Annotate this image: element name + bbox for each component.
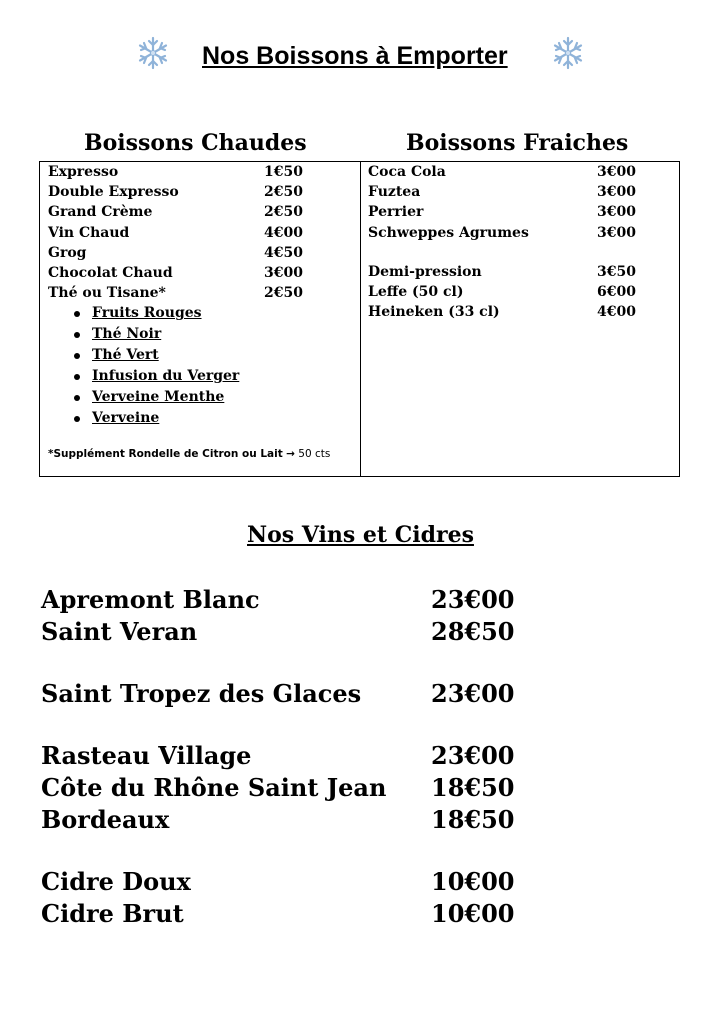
wine-price: 18€50 xyxy=(431,773,515,802)
snowflake-icon xyxy=(136,36,170,70)
drinks-table xyxy=(39,161,680,477)
tea-name: Thé Noir xyxy=(92,326,162,343)
wine-price: 18€50 xyxy=(431,805,515,834)
tea-item xyxy=(48,387,348,408)
item-price: 1€50 xyxy=(264,164,303,180)
menu-item xyxy=(48,223,348,243)
wine-item xyxy=(41,678,661,710)
note-label: *Supplément Rondelle de Citron ou Lait xyxy=(48,448,283,460)
item-price: 4€00 xyxy=(597,304,636,321)
menu-item xyxy=(368,162,668,182)
item-price: 3€00 xyxy=(597,204,636,221)
item-name: Fuztea xyxy=(368,184,421,201)
wine-price: 23€00 xyxy=(431,679,515,708)
hot-drinks-heading: Boissons Chaudes xyxy=(84,130,307,156)
item-name: Grand Crème xyxy=(48,204,153,221)
wine-name: Cidre Brut xyxy=(41,899,184,928)
item-name: Expresso xyxy=(48,164,119,180)
item-price: 3€00 xyxy=(597,224,636,241)
tea-name: Verveine Menthe xyxy=(92,389,225,406)
cold-drinks-heading: Boissons Fraiches xyxy=(406,130,629,156)
tea-name: Thé Vert xyxy=(92,347,159,364)
menu-item xyxy=(368,302,668,322)
tea-item xyxy=(48,324,348,345)
page-title: Nos Boissons à Emporter xyxy=(202,42,508,70)
wine-name: Côte du Rhône Saint Jean xyxy=(41,773,387,802)
item-name: Thé ou Tisane* xyxy=(48,285,166,302)
hot-drinks-cell xyxy=(48,162,348,429)
wine-name: Cidre Doux xyxy=(41,867,191,896)
tea-name: Fruits Rouges xyxy=(92,305,202,322)
item-price: 2€50 xyxy=(264,204,303,221)
wine-price: 23€00 xyxy=(431,741,515,770)
wine-item xyxy=(41,772,661,804)
wine-name: Rasteau Village xyxy=(41,741,252,770)
wine-item xyxy=(41,616,661,648)
item-name: Leffe (50 cl) xyxy=(368,283,464,300)
wine-price: 10€00 xyxy=(431,867,515,896)
supplement-note xyxy=(48,448,330,460)
wine-price: 28€50 xyxy=(431,617,515,646)
menu-item xyxy=(368,282,668,302)
item-name: Demi-pression xyxy=(368,263,482,280)
wine-section-title: Nos Vins et Cidres xyxy=(247,522,474,548)
item-name: Chocolat Chaud xyxy=(48,264,173,281)
arrow-icon: → xyxy=(286,448,295,460)
item-name: Vin Chaud xyxy=(48,224,130,241)
wine-name: Saint Tropez des Glaces xyxy=(41,679,362,708)
menu-item xyxy=(368,262,668,282)
wine-item xyxy=(41,740,661,772)
menu-item xyxy=(48,283,348,303)
wine-item xyxy=(41,898,661,930)
note-price: 50 cts xyxy=(298,448,331,460)
tea-list xyxy=(48,303,348,429)
item-price: 4€00 xyxy=(264,224,303,241)
wine-list xyxy=(41,584,661,930)
wine-item xyxy=(41,584,661,616)
item-name: Perrier xyxy=(368,204,424,221)
menu-item xyxy=(368,223,668,243)
wine-price: 23€00 xyxy=(431,585,515,614)
item-price: 2€50 xyxy=(264,285,303,302)
item-price: 3€00 xyxy=(597,164,636,180)
wine-item xyxy=(41,866,661,898)
tea-item xyxy=(48,303,348,324)
item-name: Schweppes Agrumes xyxy=(368,224,529,241)
item-price: 2€50 xyxy=(264,184,303,201)
item-price: 6€00 xyxy=(597,283,636,300)
tea-name: Verveine xyxy=(92,410,160,427)
menu-item xyxy=(368,202,668,222)
wine-item xyxy=(41,804,661,836)
cold-drinks-cell xyxy=(368,162,668,322)
tea-item xyxy=(48,408,348,429)
menu-item xyxy=(368,182,668,202)
item-name: Double Expresso xyxy=(48,184,179,201)
menu-item xyxy=(48,243,348,263)
menu-item xyxy=(48,162,348,182)
item-price: 3€00 xyxy=(264,264,303,281)
item-price: 4€50 xyxy=(264,244,303,261)
snowflake-icon xyxy=(551,36,585,70)
item-price: 3€00 xyxy=(597,184,636,201)
tea-item xyxy=(48,366,348,387)
menu-item xyxy=(48,182,348,202)
tea-name: Infusion du Verger xyxy=(92,368,240,385)
menu-item xyxy=(48,263,348,283)
title-row xyxy=(0,36,721,76)
wine-name: Bordeaux xyxy=(41,805,170,834)
item-name: Grog xyxy=(48,244,87,261)
tea-item xyxy=(48,345,348,366)
column-divider xyxy=(360,162,361,476)
wine-name: Apremont Blanc xyxy=(41,585,260,614)
wine-price: 10€00 xyxy=(431,899,515,928)
item-name: Heineken (33 cl) xyxy=(368,304,500,321)
wine-name: Saint Veran xyxy=(41,617,198,646)
menu-item xyxy=(48,202,348,222)
item-name: Coca Cola xyxy=(368,164,446,180)
item-price: 3€50 xyxy=(597,263,636,280)
